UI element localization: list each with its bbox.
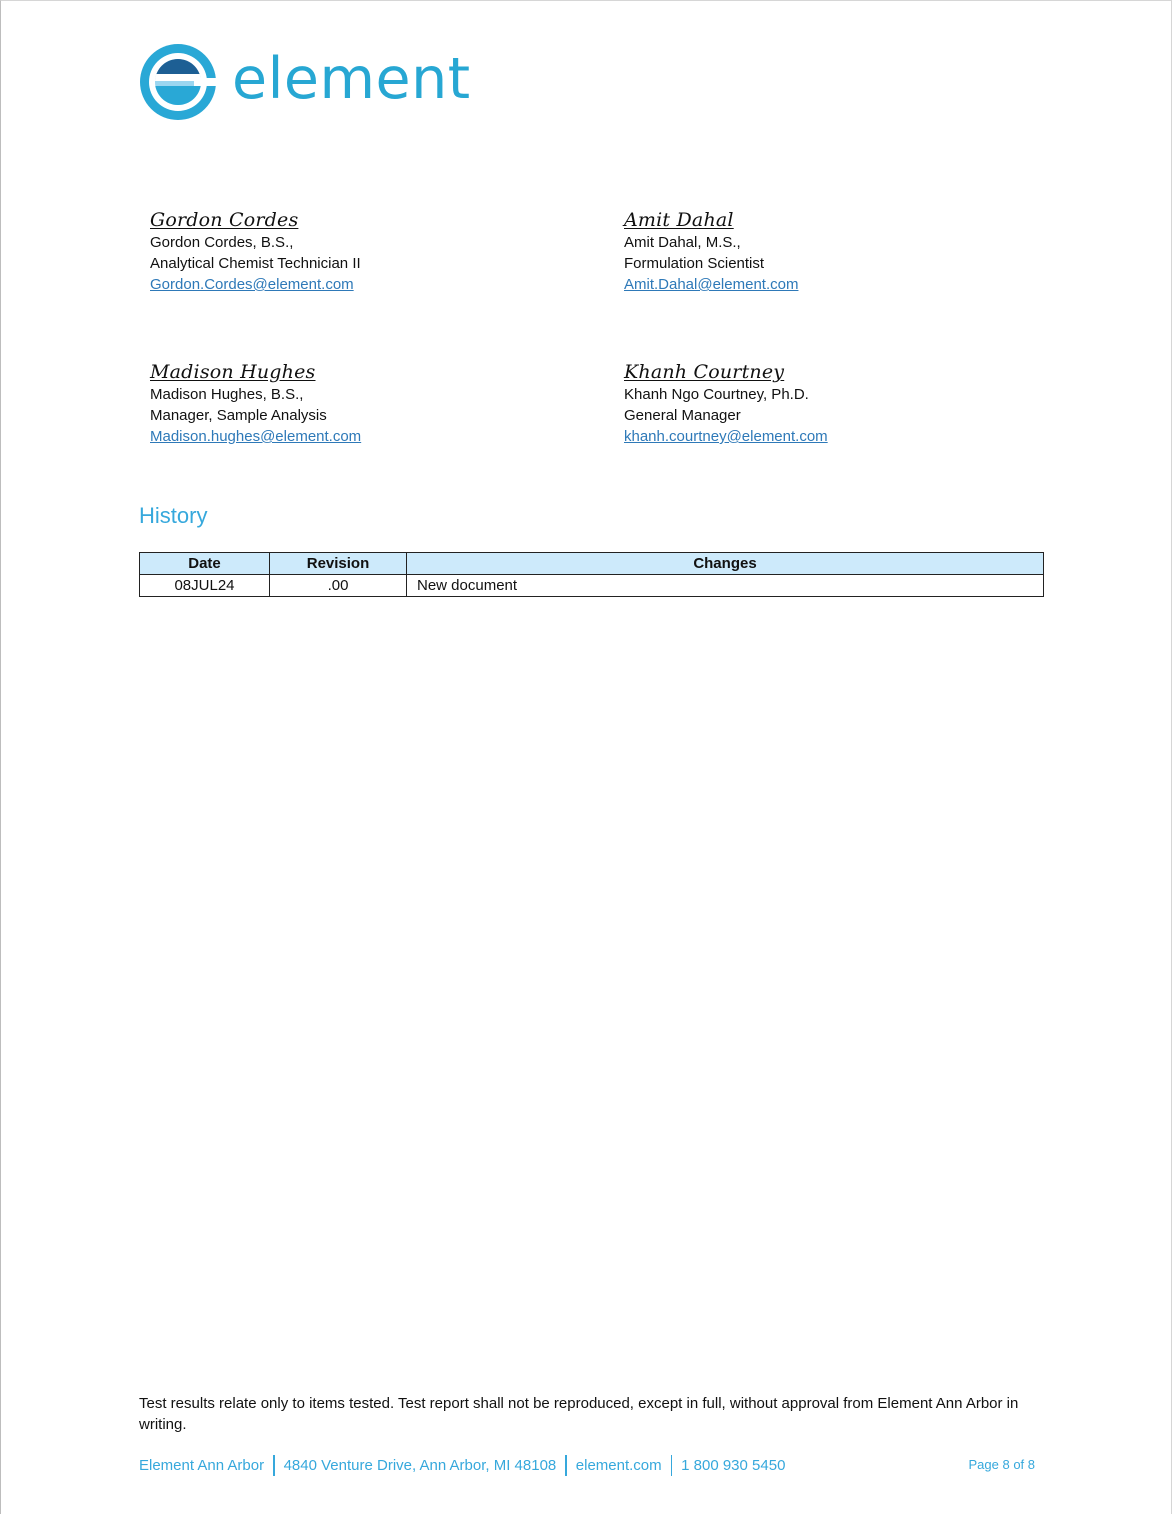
signatory-madison-hughes <box>150 360 361 447</box>
signatory-name: Madison Hughes, B.S., <box>150 386 304 403</box>
column-header-changes: Changes <box>407 553 1044 575</box>
page-number: Page 8 of 8 <box>968 1457 1035 1472</box>
signatory-email-link[interactable]: Amit.Dahal@element.com <box>624 276 799 293</box>
signature: Khanh Courtney <box>624 361 785 383</box>
footer-phone: 1 800 930 5450 <box>681 1456 786 1474</box>
footer-divider <box>273 1455 275 1476</box>
footer <box>139 1453 1039 1477</box>
signatory-amit-dahal <box>624 208 798 295</box>
signatory-name: Gordon Cordes, B.S., <box>150 234 294 251</box>
history-heading: History <box>139 503 208 528</box>
signatory-title: Manager, Sample Analysis <box>150 407 327 424</box>
table-row <box>140 575 1044 597</box>
signature: Amit Dahal <box>624 209 734 231</box>
signatory-email-link[interactable]: khanh.courtney@element.com <box>624 428 828 445</box>
footer-divider <box>565 1455 567 1476</box>
cell-changes: New document <box>407 575 1044 597</box>
signatory-email-link[interactable]: Gordon.Cordes@element.com <box>150 276 354 293</box>
signatory-name: Khanh Ngo Courtney, Ph.D. <box>624 386 809 403</box>
element-logo-icon <box>138 42 218 122</box>
signature: Madison Hughes <box>150 361 316 383</box>
signatory-name: Amit Dahal, M.S., <box>624 234 741 251</box>
signatory-khanh-courtney <box>624 360 828 447</box>
element-logo <box>138 42 471 122</box>
element-logo-wordmark: element <box>232 45 471 112</box>
signatory-email-link[interactable]: Madison.hughes@element.com <box>150 428 362 445</box>
disclaimer-text: Test results relate only to items tested. Test report shall not be reproduced, except in full, without approval from Element Ann Arbor in writing. <box>139 1395 1019 1433</box>
signature: Gordon Cordes <box>150 209 299 231</box>
column-header-date: Date <box>140 553 270 575</box>
cell-date: 08JUL24 <box>140 575 270 597</box>
history-table <box>139 552 1044 597</box>
footer-divider <box>671 1455 673 1476</box>
signatory-title: Analytical Chemist Technician II <box>150 255 361 272</box>
signatory-title: General Manager <box>624 407 741 424</box>
column-header-revision: Revision <box>270 553 407 575</box>
signatory-gordon-cordes <box>150 208 361 295</box>
cell-revision: .00 <box>270 575 407 597</box>
footer-company: Element Ann Arbor <box>139 1456 265 1474</box>
footer-address: 4840 Venture Drive, Ann Arbor, MI 48108 <box>283 1456 557 1474</box>
history-header-row <box>140 553 1044 575</box>
footer-website: element.com <box>575 1456 662 1474</box>
signatory-title: Formulation Scientist <box>624 255 765 272</box>
